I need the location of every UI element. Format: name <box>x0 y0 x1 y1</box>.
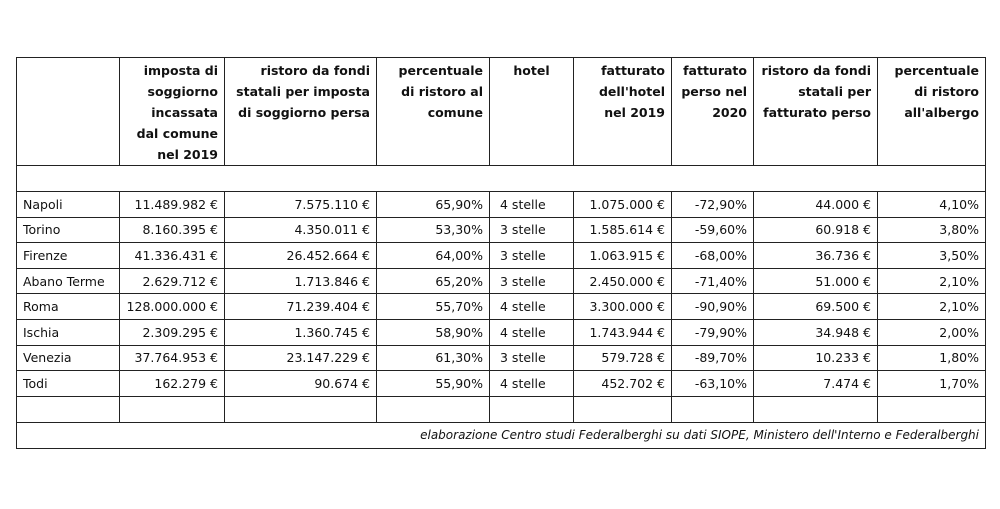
cell-imposta: 128.000.000 € <box>120 294 225 320</box>
cell-ristoro-fatt: 44.000 € <box>754 192 878 218</box>
cell-fatturato: 452.702 € <box>574 371 672 397</box>
table-row <box>17 192 986 218</box>
header-imposta: imposta di soggiorno incassata dal comune nel 2019 <box>120 58 225 166</box>
cell-imposta: 41.336.431 € <box>120 243 225 269</box>
cell-ristoro-fatt: 10.233 € <box>754 345 878 371</box>
table-row <box>17 319 986 345</box>
cell-hotel: 3 stelle <box>490 243 574 269</box>
cell-imposta: 11.489.982 € <box>120 192 225 218</box>
header-city <box>17 58 120 166</box>
cell-perc-albergo: 3,80% <box>878 217 986 243</box>
table-row <box>17 243 986 269</box>
cell-ristoro: 4.350.011 € <box>225 217 377 243</box>
cell-hotel: 4 stelle <box>490 371 574 397</box>
header-perc-albergo: percentuale di ristoro all'albergo <box>878 58 986 166</box>
cell-perso: -72,90% <box>672 192 754 218</box>
cell-perso: -63,10% <box>672 371 754 397</box>
cell-fatturato: 3.300.000 € <box>574 294 672 320</box>
empty-row <box>17 396 986 422</box>
cell-perc-comune: 53,30% <box>377 217 490 243</box>
cell-ristoro: 23.147.229 € <box>225 345 377 371</box>
cell-city: Torino <box>17 217 120 243</box>
cell-city: Roma <box>17 294 120 320</box>
header-row <box>17 58 986 166</box>
cell-hotel: 3 stelle <box>490 345 574 371</box>
cell-fatturato: 579.728 € <box>574 345 672 371</box>
cell-perso: -68,00% <box>672 243 754 269</box>
cell-ristoro: 71.239.404 € <box>225 294 377 320</box>
header-ristoro-imposta: ristoro da fondi statali per imposta di soggiorno persa <box>225 58 377 166</box>
table-row <box>17 268 986 294</box>
cell-perso: -90,90% <box>672 294 754 320</box>
cell-hotel: 3 stelle <box>490 217 574 243</box>
data-table <box>16 57 986 449</box>
cell-perc-albergo: 1,80% <box>878 345 986 371</box>
cell-fatturato: 1.063.915 € <box>574 243 672 269</box>
cell-perso: -79,90% <box>672 319 754 345</box>
cell-city: Ischia <box>17 319 120 345</box>
cell-city: Napoli <box>17 192 120 218</box>
cell-ristoro: 26.452.664 € <box>225 243 377 269</box>
table-row <box>17 217 986 243</box>
cell-ristoro-fatt: 60.918 € <box>754 217 878 243</box>
cell-perc-comune: 61,30% <box>377 345 490 371</box>
cell-perc-comune: 58,90% <box>377 319 490 345</box>
header-hotel: hotel <box>490 58 574 166</box>
footnote-row <box>17 422 986 448</box>
cell-hotel: 4 stelle <box>490 294 574 320</box>
cell-perc-albergo: 4,10% <box>878 192 986 218</box>
cell-perc-albergo: 2,10% <box>878 268 986 294</box>
cell-perso: -71,40% <box>672 268 754 294</box>
cell-ristoro-fatt: 36.736 € <box>754 243 878 269</box>
table-row <box>17 294 986 320</box>
cell-fatturato: 1.743.944 € <box>574 319 672 345</box>
cell-fatturato: 1.075.000 € <box>574 192 672 218</box>
cell-city: Firenze <box>17 243 120 269</box>
cell-perc-albergo: 2,00% <box>878 319 986 345</box>
header-fatturato: fatturato dell'hotel nel 2019 <box>574 58 672 166</box>
cell-ristoro-fatt: 51.000 € <box>754 268 878 294</box>
cell-perc-comune: 55,90% <box>377 371 490 397</box>
cell-hotel: 4 stelle <box>490 319 574 345</box>
cell-ristoro-fatt: 7.474 € <box>754 371 878 397</box>
cell-fatturato: 1.585.614 € <box>574 217 672 243</box>
cell-hotel: 4 stelle <box>490 192 574 218</box>
cell-city: Abano Terme <box>17 268 120 294</box>
cell-perc-comune: 64,00% <box>377 243 490 269</box>
cell-perc-comune: 65,20% <box>377 268 490 294</box>
table-row <box>17 371 986 397</box>
cell-perc-albergo: 3,50% <box>878 243 986 269</box>
cell-ristoro-fatt: 34.948 € <box>754 319 878 345</box>
cell-imposta: 37.764.953 € <box>120 345 225 371</box>
cell-ristoro: 1.713.846 € <box>225 268 377 294</box>
cell-perso: -89,70% <box>672 345 754 371</box>
cell-ristoro: 90.674 € <box>225 371 377 397</box>
cell-imposta: 2.309.295 € <box>120 319 225 345</box>
cell-perc-comune: 55,70% <box>377 294 490 320</box>
table-row <box>17 345 986 371</box>
cell-city: Todi <box>17 371 120 397</box>
cell-imposta: 162.279 € <box>120 371 225 397</box>
cell-perso: -59,60% <box>672 217 754 243</box>
cell-fatturato: 2.450.000 € <box>574 268 672 294</box>
cell-city: Venezia <box>17 345 120 371</box>
cell-imposta: 2.629.712 € <box>120 268 225 294</box>
cell-hotel: 3 stelle <box>490 268 574 294</box>
header-perc-comune: percentuale di ristoro al comune <box>377 58 490 166</box>
cell-perc-albergo: 1,70% <box>878 371 986 397</box>
cell-imposta: 8.160.395 € <box>120 217 225 243</box>
cell-perc-comune: 65,90% <box>377 192 490 218</box>
header-fatturato-perso: fatturato perso nel 2020 <box>672 58 754 166</box>
cell-ristoro: 7.575.110 € <box>225 192 377 218</box>
cell-ristoro: 1.360.745 € <box>225 319 377 345</box>
cell-ristoro-fatt: 69.500 € <box>754 294 878 320</box>
cell-perc-albergo: 2,10% <box>878 294 986 320</box>
spacer-row <box>17 166 986 192</box>
header-ristoro-fatturato: ristoro da fondi statali per fatturato perso <box>754 58 878 166</box>
footnote: elaborazione Centro studi Federalberghi su dati SIOPE, Ministero dell'Interno e Federalberghi <box>17 422 986 448</box>
